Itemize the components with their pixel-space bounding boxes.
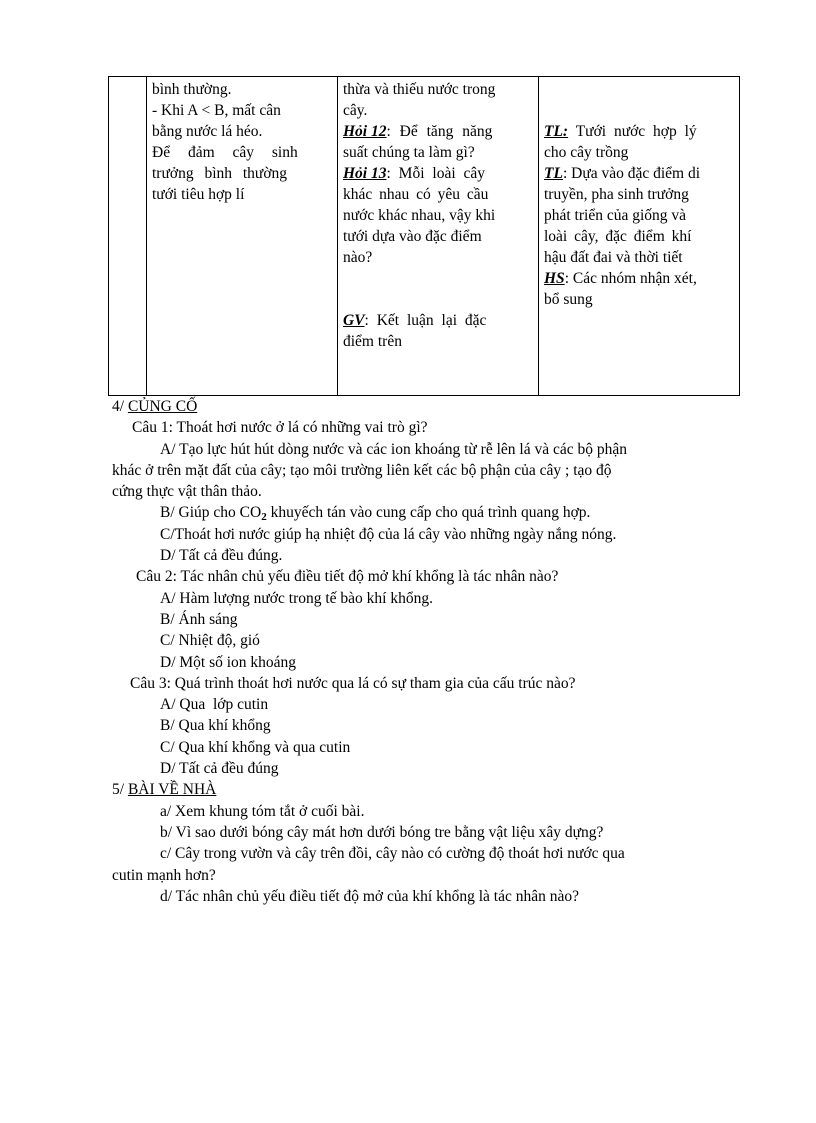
option-3d: D/ Tất cả đều đúng xyxy=(160,760,279,778)
table-cell-student xyxy=(539,77,740,396)
section-number: 4/ xyxy=(112,398,128,415)
text-line: phát triển của giống và xyxy=(544,207,687,224)
text-line: bình thường. xyxy=(152,81,232,98)
text-line: thừa và thiếu nước trong xyxy=(343,81,496,98)
section-title: CỦNG CỐ xyxy=(127,398,198,415)
spacer xyxy=(343,268,533,310)
homework-c-cont: cutin mạnh hơn? xyxy=(112,866,216,884)
question-label: Hỏi 12 xyxy=(343,123,387,140)
option-text: khuyếch tán vào cung cấp cho quá trình quang hợp. xyxy=(266,504,591,522)
text-line: bổ sung xyxy=(544,291,593,308)
option-2b: B/ Ánh sáng xyxy=(160,610,238,628)
text-line: - Khi A < B, mất cân xyxy=(152,102,281,119)
question-13 xyxy=(343,163,533,184)
teacher-conclusion xyxy=(343,310,533,331)
text-line: trưởng bình thường xyxy=(152,165,288,182)
table-cell-teacher xyxy=(338,77,539,396)
option-text: B/ Giúp cho CO xyxy=(160,504,262,522)
option-2d: D/ Một số ion khoáng xyxy=(160,653,297,671)
text-line: cho cây trồng xyxy=(544,144,629,161)
text-line: khác nhau có yêu cầu xyxy=(343,186,489,203)
section-5-heading xyxy=(112,779,712,800)
answer-text: : Dựa vào đặc điểm di xyxy=(562,165,701,182)
question-1: Câu 1: Thoát hơi nước ở lá có những vai trò gì? xyxy=(132,419,428,437)
text-line: hậu đất đai và thời tiết xyxy=(544,249,683,266)
tl-label: TL xyxy=(544,165,563,182)
table-row xyxy=(109,77,740,396)
gv-label: GV xyxy=(343,312,365,329)
option-2c: C/ Nhiệt độ, gió xyxy=(160,632,260,650)
text-line: Để đảm cây sinh xyxy=(152,144,298,161)
section-number: 5/ xyxy=(112,781,128,799)
student-review xyxy=(544,268,734,289)
gv-text: : Kết luận lại đặc xyxy=(364,312,487,329)
text-line: bằng nước lá héo. xyxy=(152,123,263,140)
text-line: điểm trên xyxy=(343,333,402,350)
text-line: suất chúng ta làm gì? xyxy=(343,144,475,161)
tl-label: TL: xyxy=(544,123,569,140)
question-12 xyxy=(343,121,533,142)
text-line: nào? xyxy=(343,249,373,266)
body-text xyxy=(112,396,712,907)
text-line: loài cây, đặc điểm khí xyxy=(544,228,692,245)
question-text: : Để tăng năng xyxy=(386,123,493,140)
option-1b xyxy=(112,502,712,523)
option-1a: A/ Tạo lực hút hút dòng nước và các ion khoáng từ rễ lên lá và các bộ phận xyxy=(160,440,627,458)
option-3a: A/ Qua lớp cutin xyxy=(160,696,269,714)
spacer xyxy=(544,79,734,121)
option-1d: D/ Tất cả đều đúng. xyxy=(160,547,283,565)
answer-1 xyxy=(544,121,734,142)
option-3b: B/ Qua khí khổng xyxy=(160,717,271,735)
table-cell-index xyxy=(109,77,147,396)
lesson-table xyxy=(108,76,740,396)
text-line: cây. xyxy=(343,102,368,119)
option-1a-cont: khác ở trên mặt đất của cây; tạo môi trường liên kết các bộ phận của cây ; tạo độ xyxy=(112,461,612,479)
question-text: : Mỗi loài cây xyxy=(386,165,486,182)
answer-text: Tưới nước hợp lý xyxy=(568,123,697,140)
section-4-heading xyxy=(112,396,712,417)
homework-c: c/ Cây trong vườn và cây trên đồi, cây nào có cường độ thoát hơi nước qua xyxy=(160,845,625,863)
section-title: BÀI VỀ NHÀ xyxy=(127,781,217,799)
option-1a-cont: cứng thực vật thân thảo. xyxy=(112,483,262,501)
homework-a: a/ Xem khung tóm tắt ở cuối bài. xyxy=(160,802,365,820)
table-cell-content xyxy=(147,77,338,396)
option-1c: C/Thoát hơi nước giúp hạ nhiệt độ của lá cây vào những ngày nắng nóng. xyxy=(160,525,617,543)
option-3c: C/ Qua khí khổng và qua cutin xyxy=(160,738,351,756)
question-label: Hỏi 13 xyxy=(343,165,387,182)
subscript: 2 xyxy=(261,511,267,524)
homework-b: b/ Vì sao dưới bóng cây mát hơn dưới bóng tre bằng vật liệu xây dựng? xyxy=(160,823,604,841)
text-line: tưới tiêu hợp lí xyxy=(152,186,245,203)
hs-label: HS xyxy=(544,270,565,287)
homework-d: d/ Tác nhân chủ yếu điều tiết độ mở của khí khổng là tác nhân nào? xyxy=(160,887,579,905)
option-2a: A/ Hàm lượng nước trong tế bào khí khổng. xyxy=(160,589,433,607)
text-line: nước khác nhau, vậy khi xyxy=(343,207,496,224)
question-3: Câu 3: Quá trình thoát hơi nước qua lá có sự tham gia của cấu trúc nào? xyxy=(130,674,576,692)
text-line: truyền, pha sinh trưởng xyxy=(544,186,689,203)
question-2: Câu 2: Tác nhân chủ yếu điều tiết độ mở khí khổng là tác nhân nào? xyxy=(136,568,559,586)
hs-text: : Các nhóm nhận xét, xyxy=(564,270,697,287)
answer-2 xyxy=(544,163,734,184)
text-line: tưới dựa vào đặc điểm xyxy=(343,228,482,245)
